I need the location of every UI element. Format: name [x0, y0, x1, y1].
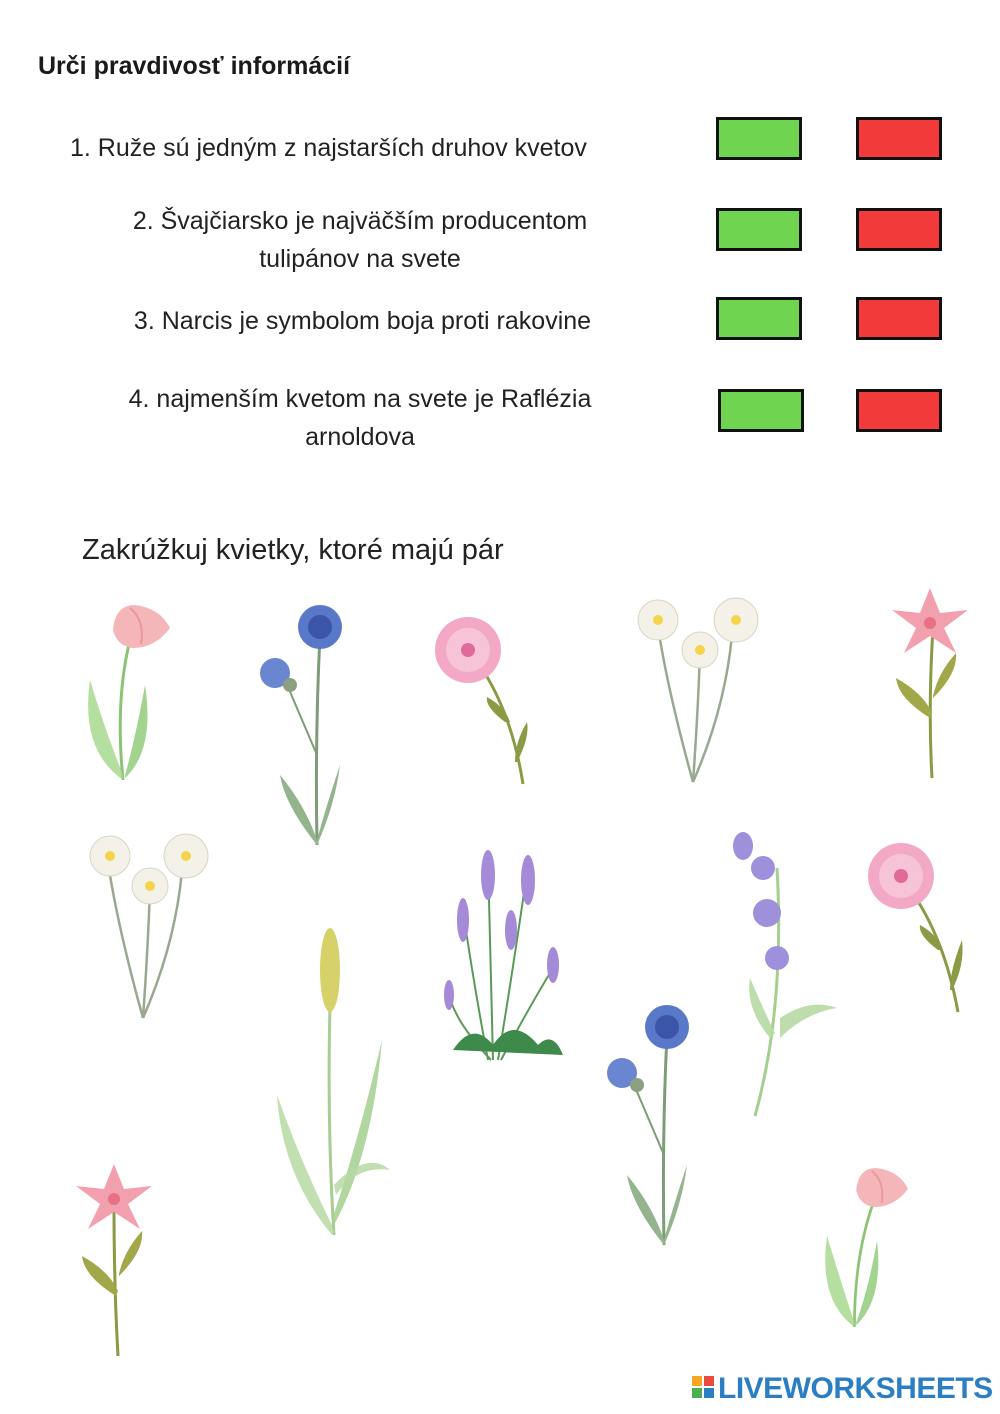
dahlia-flower-1[interactable]	[435, 612, 535, 787]
lavender-bush-flower[interactable]	[443, 850, 571, 1065]
answer-4-false-box[interactable]	[856, 389, 942, 432]
answer-1-false-box[interactable]	[856, 117, 942, 160]
lily-flower-2[interactable]	[74, 1156, 156, 1361]
cornflower-2[interactable]	[602, 1005, 707, 1250]
answer-4-true-box[interactable]	[718, 389, 804, 432]
question-3: 3. Narcis je symbolom boja proti rakovine	[133, 307, 592, 335]
lily-flower-1[interactable]	[888, 578, 970, 783]
answer-1-true-box[interactable]	[716, 117, 802, 160]
tulip-flower-2[interactable]	[818, 1155, 918, 1340]
wheat-grass-flower[interactable]	[272, 925, 392, 1240]
answer-3-true-box[interactable]	[716, 297, 802, 340]
question-4: 4. najmenším kvetom na svete je Raflézia arnoldova	[128, 385, 592, 451]
lavender-flower[interactable]	[725, 828, 840, 1120]
matching-instruction: Zakrúžkuj kvietky, ktoré majú pár	[82, 534, 504, 566]
cornflower-1[interactable]	[255, 605, 360, 850]
anemone-flower-2[interactable]	[78, 828, 220, 1023]
answer-2-false-box[interactable]	[856, 208, 942, 251]
answer-3-false-box[interactable]	[856, 297, 942, 340]
liveworksheets-logo-icon	[692, 1376, 714, 1398]
question-2: 2. Švajčiarsko je najväčším producentom tulipánov na svete	[132, 207, 588, 273]
tulip-flower-1[interactable]	[75, 600, 185, 785]
question-1: 1. Ruže sú jedným z najstarších druhov kvetov	[70, 134, 587, 162]
liveworksheets-brand[interactable]: LIVEWORKSHEETS	[718, 1372, 993, 1405]
dahlia-flower-2[interactable]	[868, 840, 968, 1015]
anemone-flower-1[interactable]	[628, 592, 770, 787]
answer-2-true-box[interactable]	[716, 208, 802, 251]
worksheet-title: Urči pravdivosť informácií	[38, 52, 351, 80]
